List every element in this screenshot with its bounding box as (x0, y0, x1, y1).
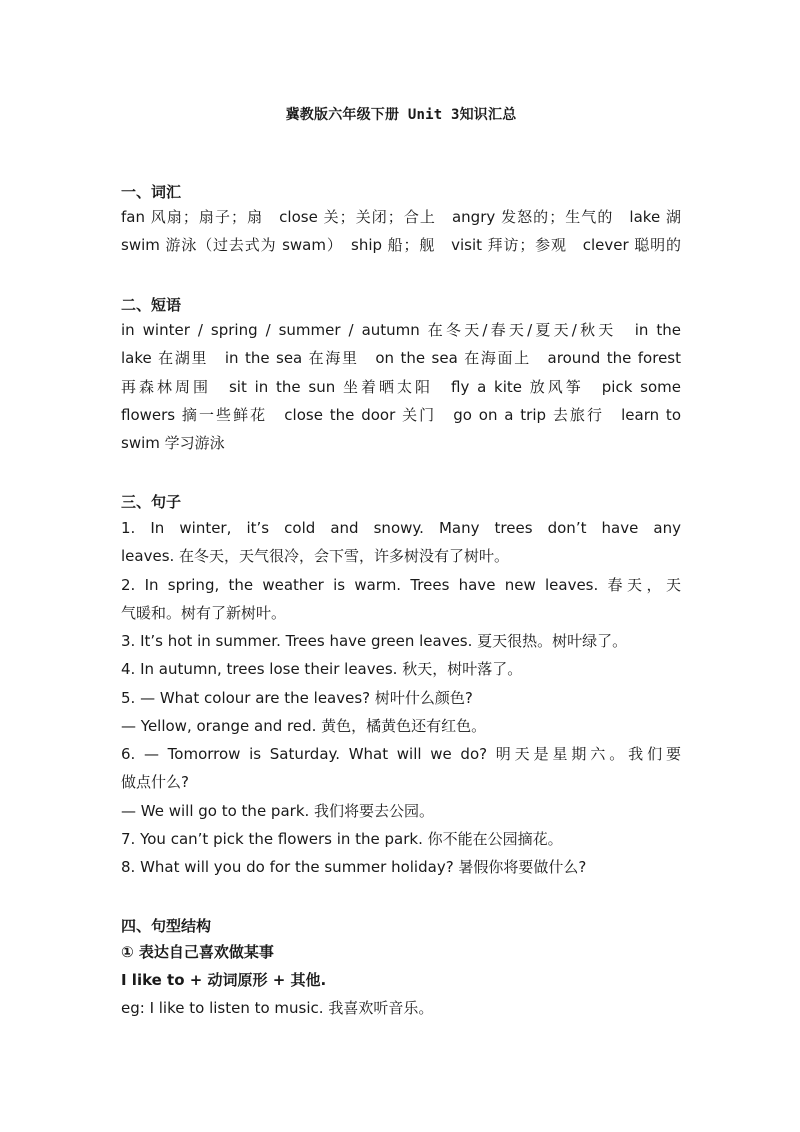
phrase-line: 再森林周围 sit in the sun 坐着晒太阳 fly a kite 放风筝 pick some (121, 378, 681, 396)
structure-subheading: ① 表达自己喜欢做某事 (121, 943, 274, 961)
sentence-line: 6. — Tomorrow is Saturday. What will we do? 明天是星期六。我们要 (121, 745, 681, 763)
sentence-line: 2. In spring, the weather is warm. Trees have new leaves. 春天，天 (121, 576, 681, 594)
sentence-line: 8. What will you do for the summer holiday? 暑假你将要做什么? (121, 858, 587, 876)
structure-pattern: I like to + 动词原形 + 其他. (121, 971, 327, 989)
section-heading-phrases: 二、短语 (121, 296, 182, 314)
sentence-line: 气暖和。树有了新树叶。 (121, 604, 287, 622)
sentence-line: 1. In winter, it’s cold and snowy. Many trees don’t have any (121, 519, 681, 537)
document-title: 冀教版六年级下册 Unit 3知识汇总 (285, 107, 517, 123)
section-heading-structures: 四、句型结构 (121, 917, 212, 935)
sentence-line: — Yellow, orange and red. 黄色，橘黄色还有红色。 (121, 717, 487, 735)
phrase-line: in winter / spring / summer / autumn 在冬天/春天/夏天/秋天 in the (121, 321, 681, 339)
phrase-line: lake 在湖里 in the sea 在海里 on the sea 在海面上 around the forest (121, 349, 681, 367)
phrase-line: flowers 摘一些鲜花 close the door 关门 go on a trip 去旅行 learn to (121, 406, 681, 424)
sentence-line: — We will go to the park. 我们将要去公园。 (121, 802, 435, 820)
sentence-line: 5. — What colour are the leaves? 树叶什么颜色? (121, 689, 473, 707)
section-heading-sentences: 三、句子 (121, 493, 182, 511)
sentence-line: leaves. 在冬天，天气很冷，会下雪，许多树没有了树叶。 (121, 547, 510, 565)
sentence-line: 3. It’s hot in summer. Trees have green leaves. 夏天很热。树叶绿了。 (121, 632, 628, 650)
vocab-line: swim 游泳（过去式为 swam） ship 船；舰 visit 拜访；参观 clever 聪明的 (121, 236, 681, 254)
sentence-line: 做点什么? (121, 773, 189, 791)
vocab-line: fan 风扇；扇子；扇 close 关；关闭；合上 angry 发怒的；生气的 lake 湖 (121, 208, 681, 226)
structure-example: eg: I like to listen to music. 我喜欢听音乐。 (121, 999, 434, 1017)
sentence-line: 7. You can’t pick the flowers in the park. 你不能在公园摘花。 (121, 830, 563, 848)
sentence-line: 4. In autumn, trees lose their leaves. 秋天，树叶落了。 (121, 660, 523, 678)
section-heading-vocab: 一、词汇 (121, 183, 182, 201)
phrase-line: swim 学习游泳 (121, 434, 225, 452)
